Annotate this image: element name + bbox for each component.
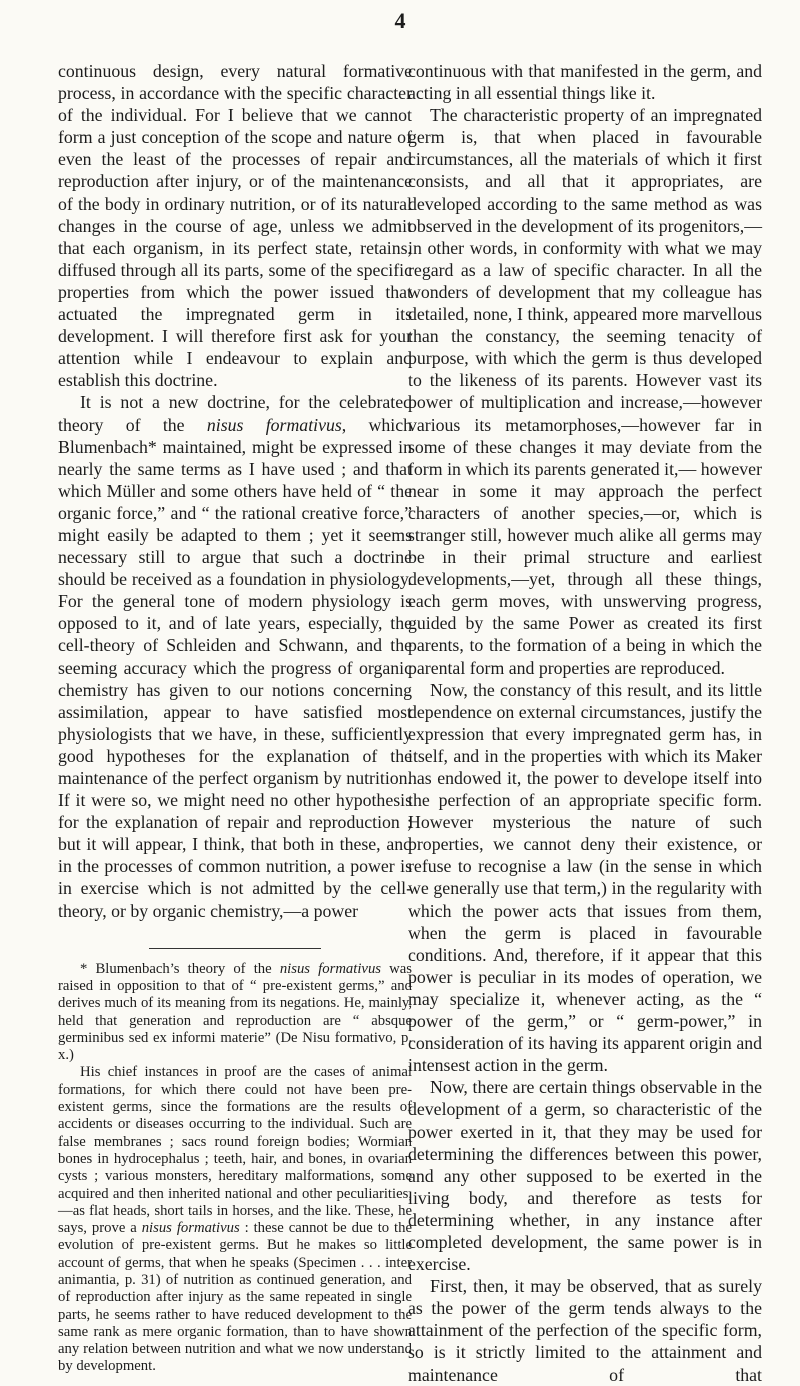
footnote [58, 961, 412, 1376]
page-number: 4 [394, 8, 406, 33]
footnote-paragraph: His chief instances in proof are the cases of animal formations, for which there could not have been pre-existent germs, since the formations are the results of accidents or diseases occurring to the individual. Such are false membranes ; sacs round foreign bodies; Wormian bones in hydrocephalus ; teeth, hair, and bones, in ovarian cysts ; various monsters, hereditary malformations, some acquired and then inherited national and other peculiarities,—as flat heads, short tails in horses, and the like. These, he says, prove a nisus formativus : these cannot be due to the evolution of pre-existent germs. But he makes so little account of germs, that when he speaks (Specimen . . . inter animantia, p. 31) of nutrition as continued generation, and of reproduction after injury as the same repeated in single parts, he seems rather to have reduced development to the same rank as mere organic formation, than to have shown any relation between nutrition and what we now understand by development. [58, 1064, 412, 1375]
body-paragraph: The characteristic property of an impregnated germ is, that when placed in favourable circumstances, all the materials of which it first consists, and all that it appropriates, are developed according to the same method as was observed in the development of its progenitors,—in other words, in conformity with what we may regard as a law of specific character. In all the wonders of development that my colleague has detailed, none, I think, appeared more marvellous than the constancy, the seeming tenacity of purpose, with which the germ is thus developed to the likeness of its parents. However vast its power of multiplication and increase,—however various its metamorphoses,—however far in some of these changes it may deviate from the form in which its parents generated it,— however near in some it may approach the perfect characters of another species,—or, which is stranger still, however much alike all germs may be in their primal structure and earliest developments,—yet, through all these things, each germ moves, with unswerving progress, guided by the same Power as created its first parents, to the formation of a being in which the parental form and properties are reproduced. [408, 105, 762, 678]
body-paragraph: Now, there are certain things observable in the development of a germ, so characteristic of the power exerted in it, that they may be used for determining the differences between this power, and any other supposed to be exerted in the living body, and therefore as tests for determining whether, in any instance after completed development, the same power is in exercise. [408, 1077, 762, 1275]
body-paragraph: continuous design, every natural formative process, in accordance with the specific character of the individual. For I believe that we cannot form a just conception of the scope and nature of even the least of the processes of repair and reproduction after injury, or of the maintenance of the body in ordinary nutrition, or of its natural changes in the course of age, unless we admit that each organism, in its perfect state, retains, diffused through all its parts, some of the specific properties from which the power issued that actuated the impregnated germ in its development. I will therefore first ask for your attention while I endeavour to explain and establish this doctrine. [58, 61, 412, 391]
left-column [58, 60, 412, 1376]
italic-term: nisus formativus [141, 1220, 240, 1237]
body-paragraph: Now, the constancy of this result, and its little dependence on external circumstances, justify the expression that every impregnated germ has, in itself, and in the properties with which its Maker has endowed it, the power to develope itself into the perfection of an appropriate specific form. However mysterious the nature of such properties, we cannot deny their existence, or refuse to recognise a law (in the sense in which we generally use that term,) in the regularity with which the power acts that issues from them, when the germ is placed in favourable conditions. And, therefore, if it appear that this power is peculiar in its modes of operation, we may specialize it, whenever acting, as the “ power of the germ,” or “ germ-power,” in consideration of its having its apparent origin and intensest action in the germ. [408, 679, 762, 1076]
body-paragraph: continuous with that manifested in the germ, and acting in all essential things like it. [408, 61, 762, 104]
italic-term: nisus formativus [206, 414, 342, 435]
footnote-paragraph: * Blumenbach’s theory of the nisus formativus was raised in opposition to that of “ pre-existent germs,” and derives much of its meaning from its negations. He, mainly, held that generation and reproduction are “ absque germinibus sed ex informi materie” (De Nisu formativo, p. x.) [58, 960, 413, 1064]
right-column [408, 60, 762, 1386]
body-paragraph: First, then, it may be observed, that as surely as the power of the germ tends always to the attainment of the perfection of the specific form, so is it strictly limited to the attainment and maintenance of that [408, 1276, 762, 1385]
italic-term: nisus formativus [279, 960, 382, 977]
footnote-divider [149, 948, 321, 949]
body-paragraph: It is not a new doctrine, for the celebrated theory of the nisus formativus, which Blumenbach* maintained, might be expressed in nearly the same terms as I have used ; and that which Müller and some others have held of “ the organic force,” and “ the rational creative force,” might easily be adapted to them ; yet it seems necessary still to argue that such a doctrine should be received as a foundation in physiology. For the general tone of modern physiology is opposed to it, and of late years, especially, the cell-theory of Schleiden and Schwann, and the seeming accuracy which the progress of organic chemistry has given to our notions concerning assimilation, appear to have satisfied most physiologists that we have, in these, sufficiently good hypotheses for the explanation of the maintenance of the perfect organism by nutrition. If it were so, we might need no other hypothesis for the explanation of repair and reproduction ; but it will appear, I think, that both in these, and in the processes of common nutrition, a power is in exercise which is not admitted by the cell-theory, or by organic chemistry,—a power [58, 392, 412, 921]
